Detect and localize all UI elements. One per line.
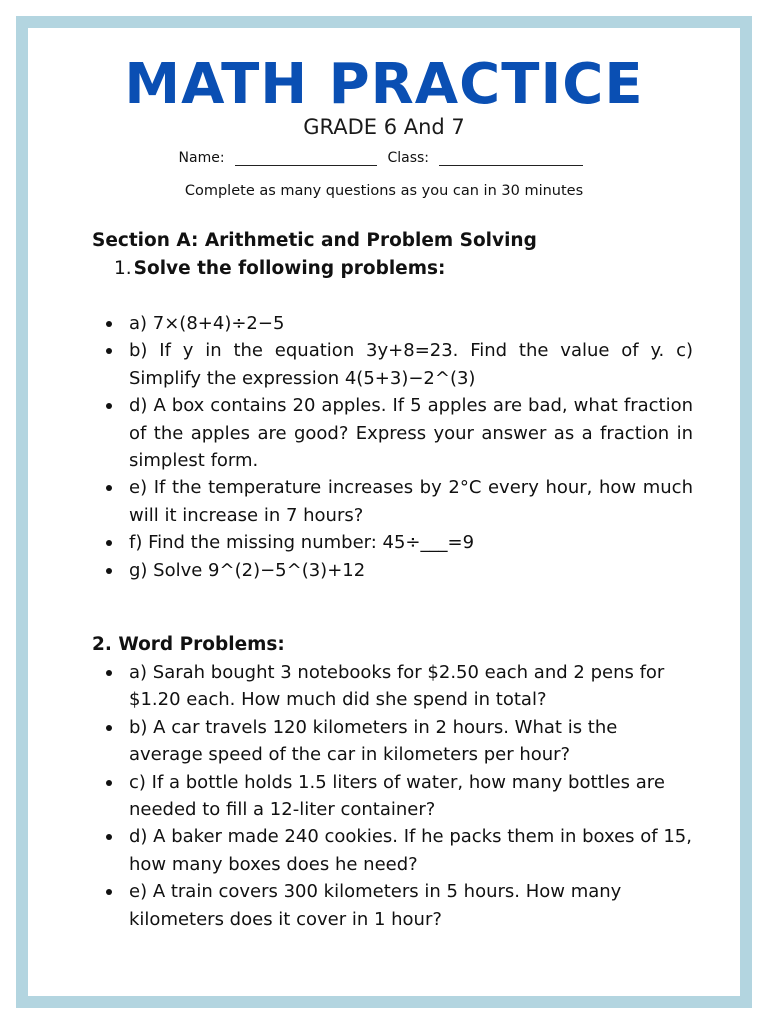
problem-text: c) If a bottle holds 1.5 liters of water, how many bottles are needed to fill a 12-liter container?	[129, 771, 665, 821]
question-1-heading	[114, 257, 445, 281]
list-item	[103, 529, 693, 556]
word-problem-list	[103, 659, 693, 933]
list-item	[103, 474, 693, 529]
list-item	[103, 769, 693, 824]
bullet-icon	[106, 780, 112, 786]
problem-text: a) Sarah bought 3 notebooks for $2.50 each and 2 pens for $1.20 each. How much did she spend in total?	[129, 662, 665, 711]
list-item	[103, 714, 693, 769]
list-item	[103, 557, 693, 584]
bullet-icon	[106, 321, 112, 327]
bullet-icon	[106, 568, 112, 574]
bullet-icon	[106, 725, 112, 731]
list-item	[103, 659, 693, 714]
problem-text: d) A baker made 240 cookies. If he packs them in boxes of 15, how many boxes does he need?	[129, 826, 692, 875]
bullet-icon	[106, 485, 112, 491]
section-a-problem-list	[103, 310, 693, 584]
word-problems-title: 2. Word Problems:	[92, 634, 285, 655]
bullet-icon	[106, 834, 112, 840]
class-label: Class:	[387, 150, 430, 166]
question-1-text: Solve the following problems:	[133, 258, 446, 279]
problem-text: f) Find the missing number: 45÷___=9	[129, 532, 475, 554]
name-class-row	[0, 148, 768, 168]
bullet-icon	[106, 348, 112, 354]
problem-text: g) Solve 9^(2)−5^(3)+12	[129, 559, 366, 581]
bullet-icon	[106, 403, 112, 409]
grade-subtitle: GRADE 6 And 7	[303, 115, 465, 139]
bullet-icon	[106, 540, 112, 546]
list-item	[103, 392, 693, 474]
problem-text: e) If the temperature increases by 2°C every hour, how much will it increase in 7 hours?	[129, 477, 693, 526]
page-title: MATH PRACTICE	[124, 52, 644, 117]
bullet-icon	[106, 670, 112, 676]
name-label: Name:	[178, 150, 225, 166]
question-1-number: 1.	[114, 258, 132, 279]
problem-text: d) A box contains 20 apples. If 5 apples are bad, what fraction of the apples are good? Express your answer as a fraction in simplest form.	[129, 395, 693, 472]
section-a-title: Section A: Arithmetic and Problem Solving	[92, 230, 537, 251]
problem-text: b) If y in the equation 3y+8=23. Find the value of y. c) Simplify the expression 4(5+3)−2^(3)	[129, 340, 693, 389]
list-item	[103, 878, 693, 933]
list-item	[103, 337, 693, 392]
instructions: Complete as many questions as you can in 30 minutes	[184, 183, 584, 199]
problem-text: b) A car travels 120 kilometers in 2 hours. What is the average speed of the car in kilometers per hour?	[129, 716, 618, 766]
bullet-icon	[106, 889, 112, 895]
list-item	[103, 310, 693, 337]
problem-text: a) 7×(8+4)÷2−5	[129, 313, 285, 334]
problem-text: e) A train covers 300 kilometers in 5 hours. How many kilometers does it cover in 1 hour?	[129, 881, 622, 930]
list-item	[103, 823, 693, 878]
name-blank-line	[235, 151, 377, 166]
class-blank-line	[439, 151, 583, 166]
